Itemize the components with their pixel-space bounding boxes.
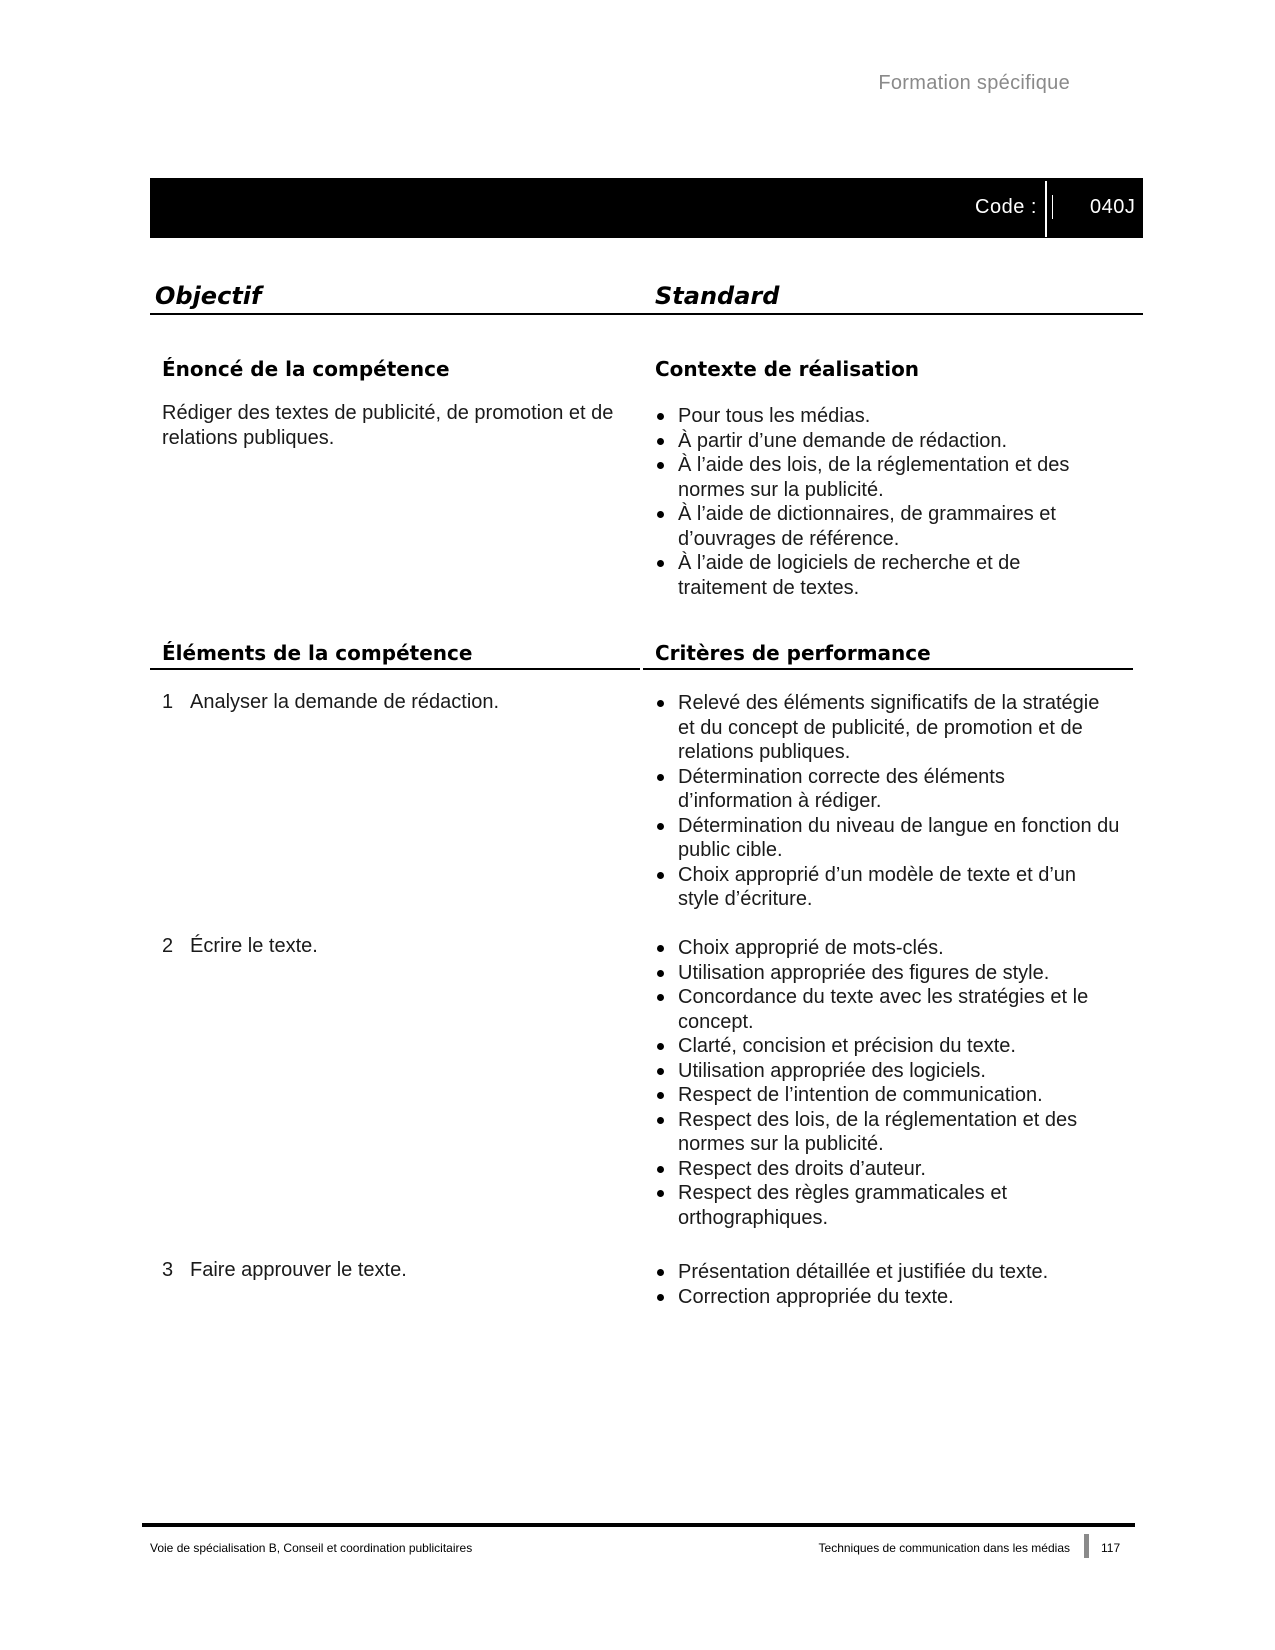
criteria-item: Respect de l’intention de communication.	[655, 1083, 1120, 1108]
footer-right-text: Techniques de communication dans les médias	[818, 1541, 1070, 1555]
contexte-list	[655, 404, 1105, 600]
contexte-item: À l’aide de logiciels de recherche et de traitement de textes.	[655, 551, 1105, 600]
elements-title: Éléments de la compétence	[162, 641, 473, 665]
element-label: Analyser la demande de rédaction.	[190, 691, 500, 713]
criteria-item: Relevé des éléments significatifs de la stratégie et du concept de publicité, de promotion et de relations publiques.	[655, 691, 1120, 765]
standard-title: Standard	[655, 282, 780, 310]
criteres-title: Critères de performance	[655, 641, 931, 665]
criteria-item: Correction appropriée du texte.	[655, 1285, 1120, 1310]
criteria-list-2	[655, 936, 1120, 1230]
contexte-item: Pour tous les médias.	[655, 404, 1105, 429]
criteria-item: Concordance du texte avec les stratégies et le concept.	[655, 985, 1120, 1034]
criteria-item: Présentation détaillée et justifiée du texte.	[655, 1260, 1120, 1285]
criteria-list-1	[655, 691, 1120, 912]
column-header-rule	[150, 313, 1143, 315]
code-label: Code :	[975, 196, 1037, 218]
code-separator	[1045, 181, 1047, 237]
enonce-text: Rédiger des textes de publicité, de promotion et de relations publiques.	[162, 402, 614, 449]
criteria-item: Respect des règles grammaticales et orthographiques.	[655, 1181, 1120, 1230]
criteria-item: Respect des droits d’auteur.	[655, 1157, 1120, 1182]
footer-left-text: Voie de spécialisation B, Conseil et coordination publicitaires	[150, 1541, 473, 1555]
criteres-rule	[643, 668, 1133, 670]
footer-rule	[142, 1523, 1135, 1527]
element-row-3	[162, 1258, 407, 1283]
criteria-item: Choix approprié d’un modèle de texte et d’un style d’écriture.	[655, 863, 1120, 912]
code-value: 040J	[1090, 196, 1136, 218]
criteria-list-3	[655, 1260, 1120, 1309]
element-label: Faire approuver le texte.	[190, 1259, 407, 1281]
element-number: 2	[162, 935, 174, 957]
contexte-item: À partir d’une demande de rédaction.	[655, 429, 1105, 454]
element-row-1	[162, 690, 499, 715]
section-title: Formation spécifique	[878, 72, 1070, 94]
footer-separator	[1084, 1534, 1089, 1558]
contexte-title: Contexte de réalisation	[655, 357, 920, 381]
criteria-item: Utilisation appropriée des figures de style.	[655, 961, 1120, 986]
criteria-item: Détermination du niveau de langue en fonction du public cible.	[655, 814, 1120, 863]
criteria-item: Choix approprié de mots-clés.	[655, 936, 1120, 961]
contexte-item: À l’aide de dictionnaires, de grammaires et d’ouvrages de référence.	[655, 502, 1105, 551]
contexte-item: À l’aide des lois, de la réglementation et des normes sur la publicité.	[655, 453, 1105, 502]
elements-rule	[150, 668, 640, 670]
code-separator-thin	[1052, 195, 1053, 219]
criteria-item: Utilisation appropriée des logiciels.	[655, 1059, 1120, 1084]
element-number: 3	[162, 1259, 174, 1281]
element-number: 1	[162, 691, 174, 713]
criteria-item: Détermination correcte des éléments d’information à rédiger.	[655, 765, 1120, 814]
element-row-2	[162, 934, 318, 959]
enonce-title: Énoncé de la compétence	[162, 357, 450, 381]
criteria-item: Clarté, concision et précision du texte.	[655, 1034, 1120, 1059]
page-number: 117	[1101, 1541, 1121, 1555]
element-label: Écrire le texte.	[190, 935, 318, 957]
objectif-title: Objectif	[155, 282, 262, 310]
criteria-item: Respect des lois, de la réglementation et des normes sur la publicité.	[655, 1108, 1120, 1157]
